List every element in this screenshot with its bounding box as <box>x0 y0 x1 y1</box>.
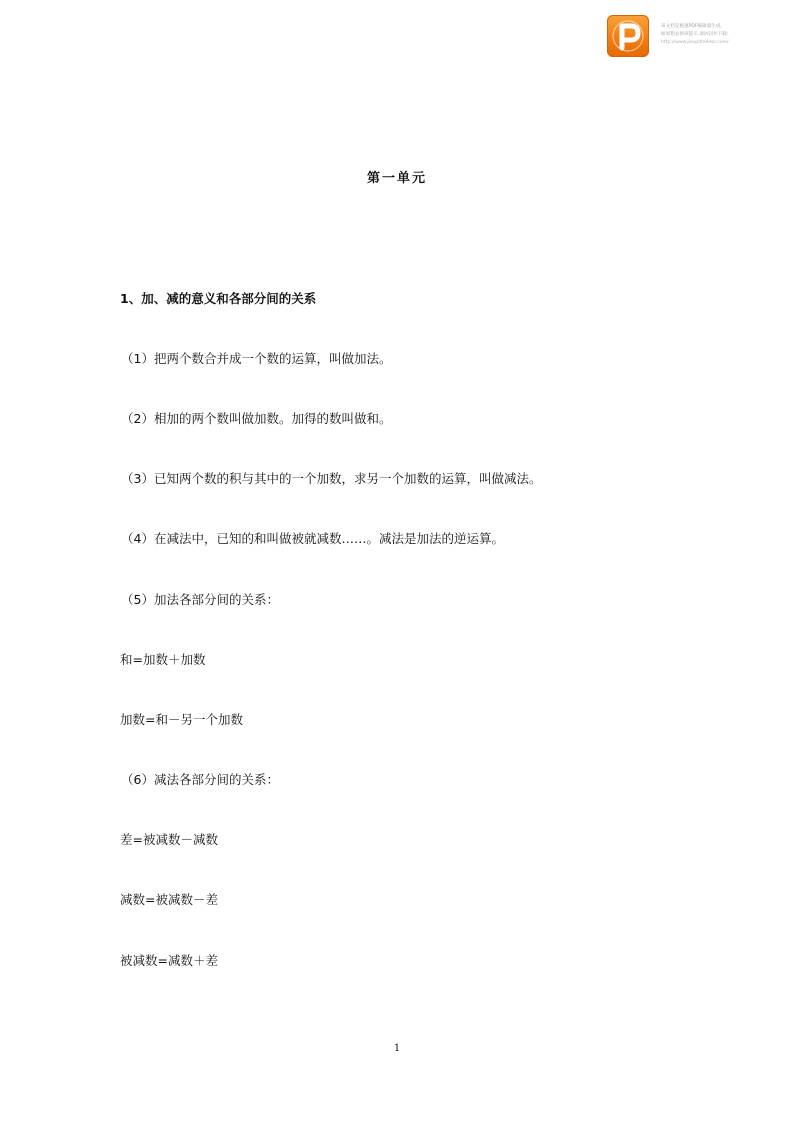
formula-line-4: 减数=被减数－差 <box>120 892 218 907</box>
text-line-2: （2）相加的两个数叫做加数。加得的数叫做和。 <box>121 411 392 426</box>
text-line-5: （5）加法各部分间的关系： <box>121 592 279 607</box>
formula-line-2: 加数=和－另一个加数 <box>120 712 243 727</box>
watermark-line-2: 如果想去掉该提示,请访问并下载: <box>661 32 729 37</box>
text-line-3: （3）已知两个数的积与其中的一个加数，求另一个加数的运算，叫做减法。 <box>121 471 542 486</box>
watermark-url[interactable]: http://www.jisupdfeditor.com/ <box>661 40 729 45</box>
text-line-6: （6）减法各部分间的关系： <box>121 772 279 787</box>
text-line-1: （1）把两个数合并成一个数的运算，叫做加法。 <box>121 351 392 366</box>
watermark-text <box>661 23 781 47</box>
page-number: 1 <box>393 1043 401 1054</box>
formula-line-1: 和=加数＋加数 <box>120 652 206 667</box>
watermark-line-1: 该文档是极速PDF编辑器生成, <box>661 24 722 29</box>
pdf-editor-logo-icon[interactable] <box>607 15 649 57</box>
formula-line-5: 被减数=减数＋差 <box>120 953 218 968</box>
formula-line-3: 差=被减数－减数 <box>120 832 218 847</box>
section-heading: 1、加、减的意义和各部分间的关系 <box>120 291 317 306</box>
text-line-4: （4）在减法中，已知的和叫做被就减数……。减法是加法的逆运算。 <box>121 531 504 546</box>
unit-title: 第一单元 <box>366 171 427 186</box>
pdf-editor-watermark[interactable] <box>607 15 777 59</box>
logo-p-glyph <box>607 15 649 57</box>
